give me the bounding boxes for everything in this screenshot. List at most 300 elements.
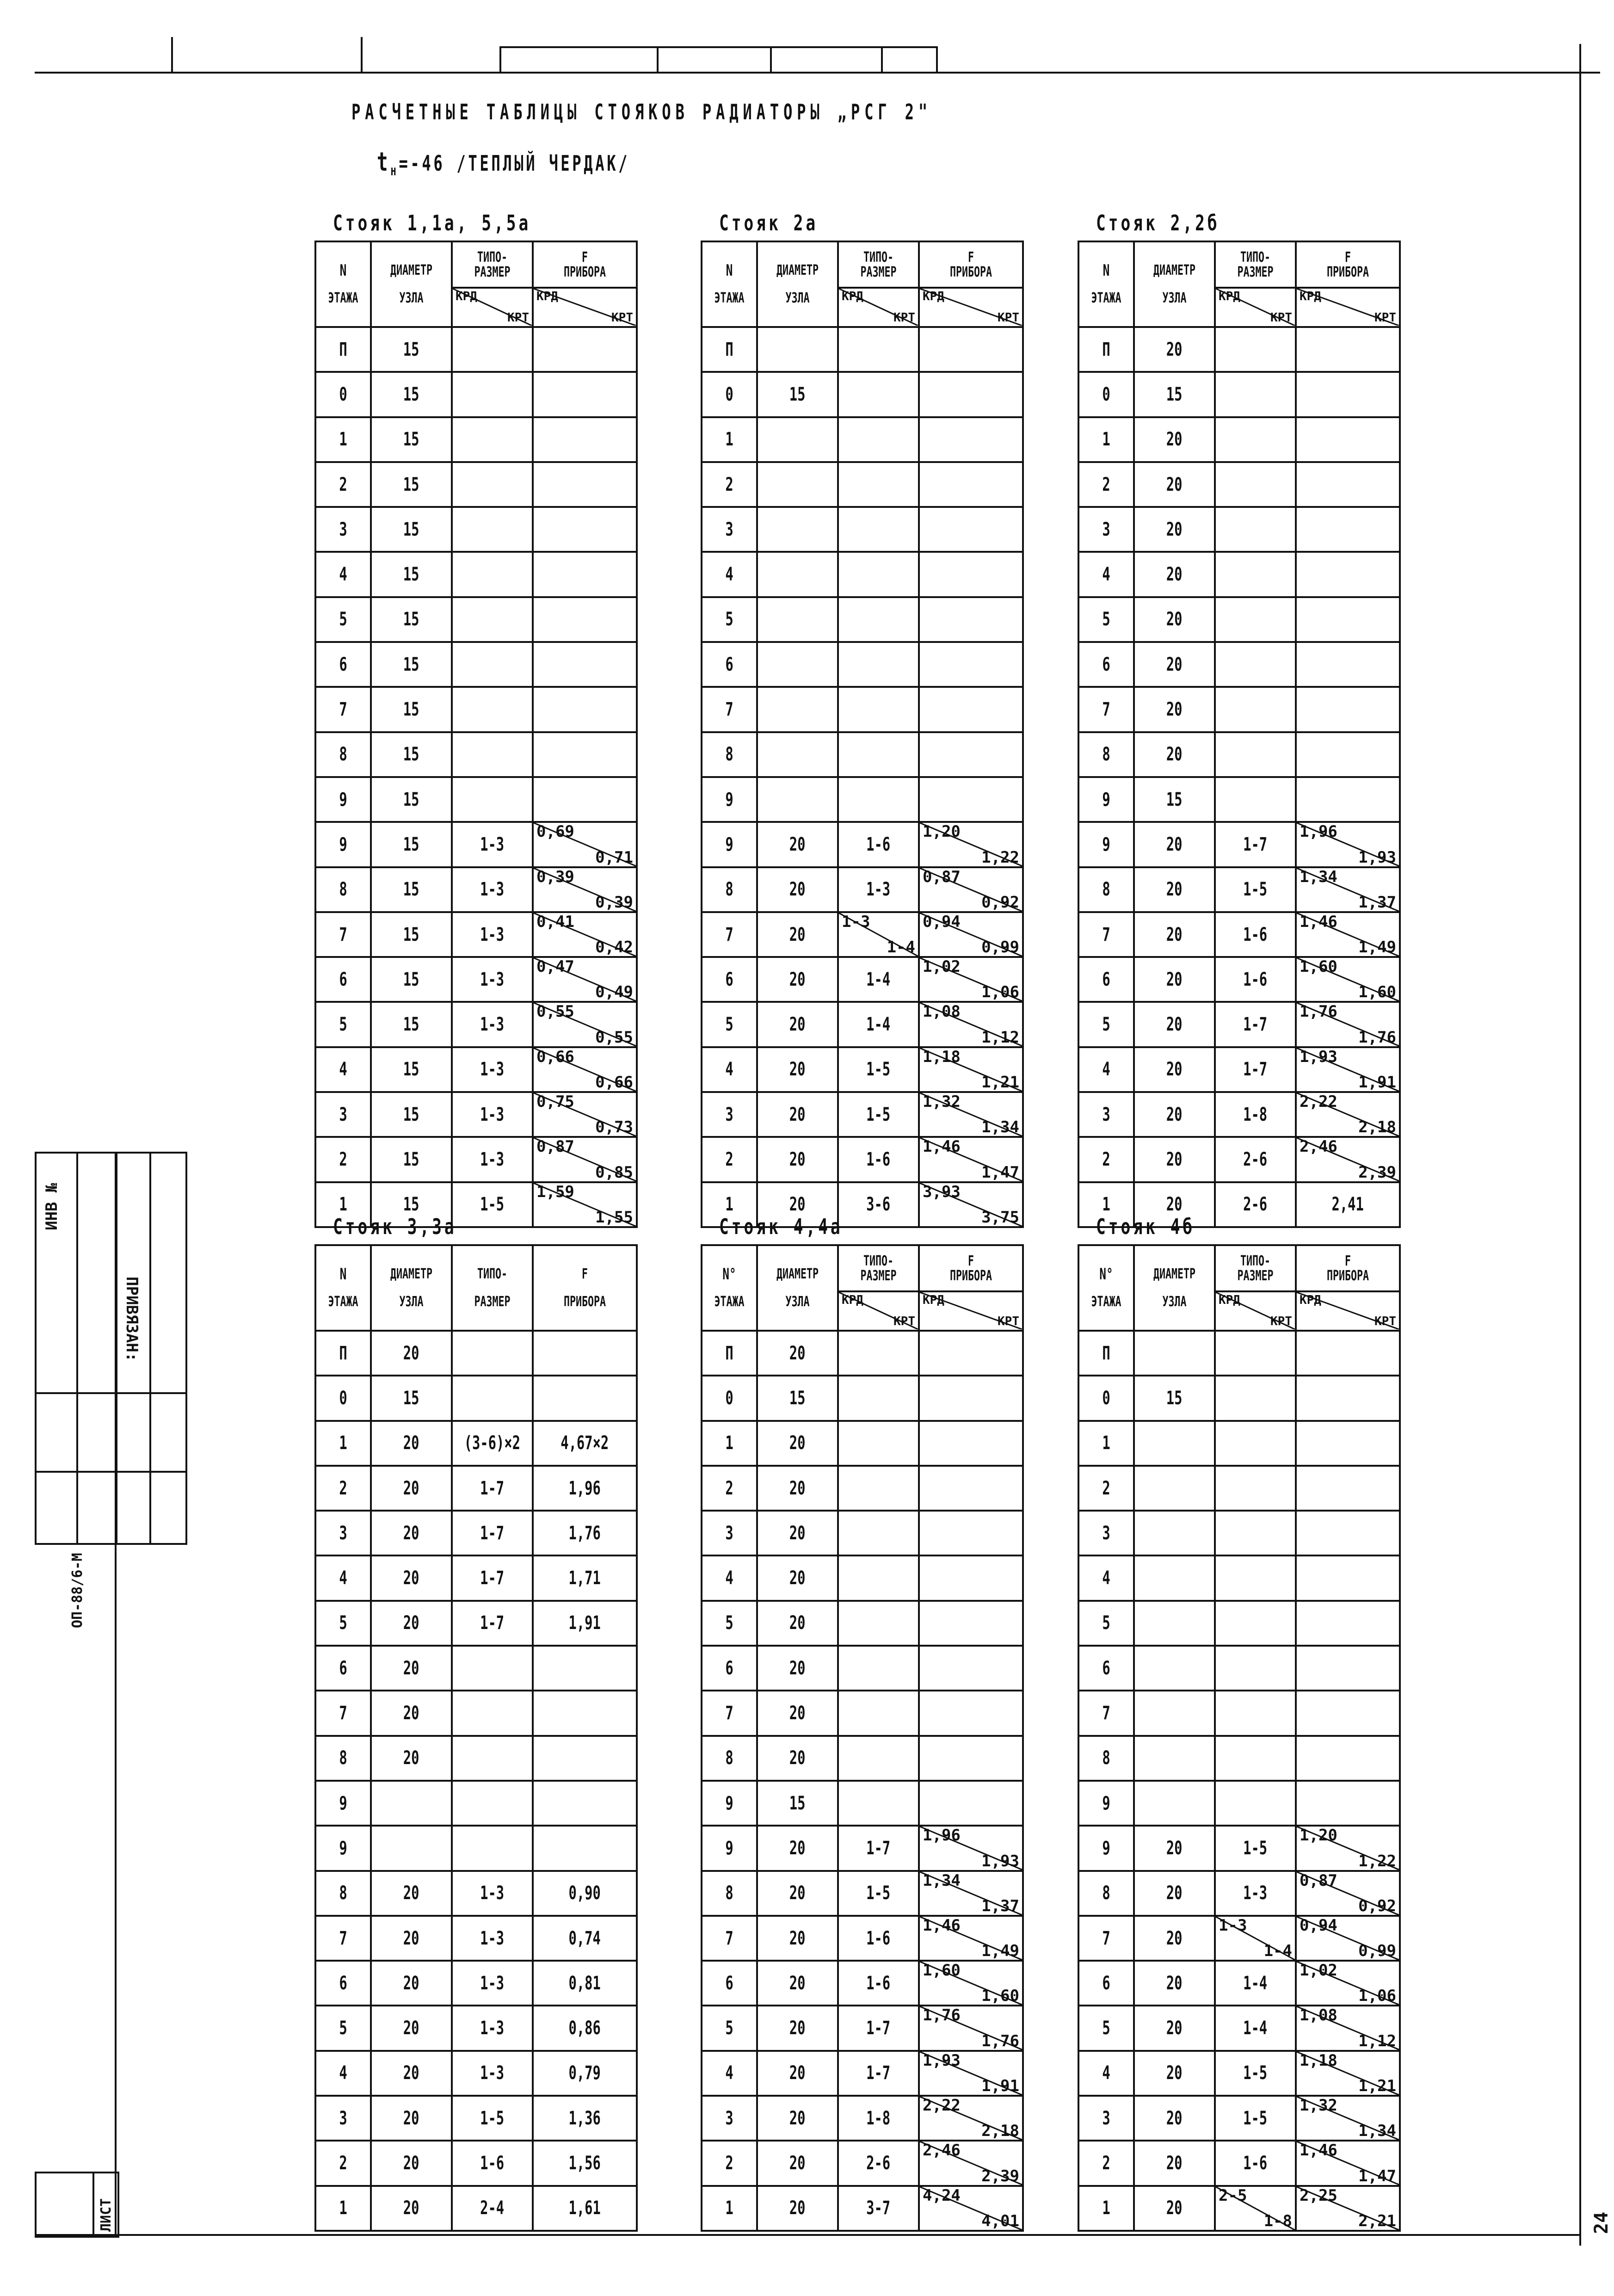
floor-number: 8 <box>339 1882 347 1904</box>
header-type-krd-krt <box>839 289 918 326</box>
table-row <box>315 1466 637 1511</box>
table-row <box>702 1511 1023 1555</box>
diameter-value: 15 <box>403 1387 419 1409</box>
type-lower: 1-4 <box>1263 1942 1292 1961</box>
table-row <box>702 507 1023 552</box>
floor-number: 6 <box>339 654 347 675</box>
f-cell <box>919 912 1023 957</box>
type-value: 1-7 <box>1243 833 1268 855</box>
floor-number: 3 <box>725 518 733 540</box>
f-upper: 1,02 <box>1300 1961 1337 1980</box>
table-row <box>315 1961 637 2006</box>
floor-number: 3 <box>725 1104 733 1125</box>
floor-cell <box>315 1826 371 1870</box>
type-cell <box>838 1376 919 1420</box>
type-cell <box>1215 642 1296 687</box>
header-floor-label: ЭТАЖА <box>328 290 358 306</box>
table-row <box>702 1047 1023 1092</box>
table-row <box>702 1002 1023 1047</box>
type-value: 1-7 <box>866 2062 891 2084</box>
f-cell <box>533 1331 637 1376</box>
floor-number: 0 <box>339 1387 347 1409</box>
table-row <box>1078 2051 1400 2096</box>
floor-number: 9 <box>1102 1837 1110 1859</box>
f-lower: 3,75 <box>981 1208 1019 1227</box>
floor-cell <box>702 507 757 552</box>
table-row <box>702 957 1023 1002</box>
diameter-value: 20 <box>1166 833 1183 855</box>
f-cell <box>533 912 637 957</box>
type-cell <box>1215 687 1296 732</box>
header-f-title-bottom: ПРИБОРА <box>949 1267 992 1284</box>
header-f-hdr-upper: КРД <box>923 1293 944 1307</box>
diameter-cell <box>371 327 452 372</box>
diameter-value: 15 <box>403 654 419 675</box>
floor-cell <box>1078 1601 1134 1646</box>
floor-cell <box>315 552 371 597</box>
diameter-cell <box>757 1137 838 1182</box>
f-lower: 0,92 <box>981 893 1019 912</box>
frame-bottom-line <box>35 2234 1579 2236</box>
floor-number: 2 <box>725 1148 733 1170</box>
diameter-cell <box>757 417 838 462</box>
diameter-value: 20 <box>1166 2152 1183 2174</box>
diameter-cell <box>757 327 838 372</box>
floor-number: 9 <box>339 1792 347 1814</box>
f-upper: 0,94 <box>923 912 961 931</box>
diameter-value: 20 <box>1166 609 1183 630</box>
f-split <box>1297 1138 1399 1181</box>
floor-cell <box>315 1511 371 1555</box>
diameter-value: 20 <box>403 1657 419 1679</box>
type-value: 1-6 <box>866 1972 891 1994</box>
diameter-cell <box>757 1511 838 1555</box>
f-cell <box>1296 1137 1400 1182</box>
table-row <box>1078 1092 1400 1137</box>
f-cell <box>919 1002 1023 1047</box>
header-f-hdr-lower: КРТ <box>998 1315 1019 1328</box>
type-cell <box>838 642 919 687</box>
f-cell <box>533 1555 637 1600</box>
f-cell <box>919 2141 1023 2185</box>
f-upper: 3,93 <box>923 1182 961 1201</box>
type-cell <box>452 777 533 822</box>
header-type-hdr-lower: КРТ <box>1270 1315 1292 1328</box>
type-value: 1-4 <box>1243 2018 1268 2039</box>
f-upper: 1,93 <box>923 2051 961 2070</box>
diameter-cell <box>1134 1511 1215 1555</box>
type-value: 1-5 <box>866 1882 891 1904</box>
type-value: 1-3 <box>480 1927 505 1949</box>
floor-cell <box>1078 1376 1134 1420</box>
type-cell <box>1215 2051 1296 2096</box>
floor-cell <box>702 552 757 597</box>
floor-cell <box>702 1421 757 1466</box>
table-row <box>702 1421 1023 1466</box>
floor-number: 6 <box>725 1972 733 1994</box>
floor-cell <box>702 1002 757 1047</box>
type-value: 1-3 <box>480 2062 505 2084</box>
f-split <box>1297 1003 1399 1046</box>
floor-cell <box>702 1331 757 1376</box>
f-split <box>1297 1048 1399 1091</box>
floor-number: 0 <box>725 383 733 405</box>
f-cell <box>1296 2006 1400 2050</box>
f-upper: 1,32 <box>1300 2096 1337 2115</box>
header-type-title <box>1216 1247 1295 1292</box>
diameter-value: 20 <box>403 1522 419 1544</box>
header-floor-label: ЭТАЖА <box>714 290 745 306</box>
diameter-cell <box>757 1092 838 1137</box>
type-cell <box>452 372 533 417</box>
diameter-value: 20 <box>403 2107 419 2129</box>
diameter-cell <box>757 2141 838 2185</box>
table-row <box>702 1601 1023 1646</box>
floor-cell <box>1078 1826 1134 1870</box>
table-row <box>315 417 637 462</box>
diameter-cell <box>371 1646 452 1691</box>
diameter-value: 20 <box>789 1703 806 1724</box>
type-cell <box>838 687 919 732</box>
type-cell <box>838 2051 919 2096</box>
type-cell <box>838 2141 919 2185</box>
floor-cell <box>702 2141 757 2185</box>
diameter-cell <box>1134 2141 1215 2185</box>
table-row <box>702 1555 1023 1600</box>
table-row <box>315 777 637 822</box>
f-lower: 1,47 <box>981 1163 1019 1182</box>
type-value: 1-7 <box>480 1477 505 1499</box>
type-cell <box>838 777 919 822</box>
table-row <box>315 2006 637 2050</box>
f-lower: 1,55 <box>595 1208 633 1227</box>
floor-cell <box>315 2141 371 2185</box>
type-value: 1-6 <box>480 2152 505 2174</box>
type-value: 1-3 <box>480 1148 505 1170</box>
f-lower: 0,39 <box>595 893 633 912</box>
f-lower: 1,60 <box>1358 983 1396 1002</box>
table-row <box>1078 687 1400 732</box>
diameter-value: 15 <box>1166 789 1183 810</box>
diameter-cell <box>757 822 838 867</box>
side-approved-label: ПРИВЯЗАН: <box>123 1277 141 1362</box>
diameter-value: 15 <box>403 339 419 360</box>
f-upper: 0,69 <box>536 822 574 841</box>
header-type <box>1215 1245 1296 1331</box>
type-cell <box>452 912 533 957</box>
type-cell <box>838 507 919 552</box>
type-value: 1-7 <box>1243 1059 1268 1080</box>
type-cell <box>838 372 919 417</box>
table-row <box>315 912 637 957</box>
floor-number: 7 <box>1102 1927 1110 1949</box>
floor-number: 2 <box>1102 2152 1110 2174</box>
diameter-cell <box>1134 1555 1215 1600</box>
diameter-cell <box>371 2096 452 2141</box>
floor-number: П <box>339 339 347 360</box>
floor-number: 4 <box>339 1059 347 1080</box>
header-row <box>315 241 637 327</box>
f-upper: 2,22 <box>923 2096 961 2115</box>
floor-cell <box>315 732 371 777</box>
f-split <box>920 868 1022 911</box>
f-cell <box>919 1466 1023 1511</box>
side-line-4 <box>149 1152 151 1545</box>
floor-cell <box>315 2051 371 2096</box>
type-cell <box>1215 1916 1296 1961</box>
floor-number: 8 <box>725 1882 733 1904</box>
f-cell <box>533 2096 637 2141</box>
floor-number: 8 <box>725 744 733 765</box>
f-split <box>1297 958 1399 1001</box>
floor-number: 5 <box>339 1014 347 1036</box>
diameter-cell <box>757 1002 838 1047</box>
diameter-cell <box>1134 327 1215 372</box>
type-value: 1-4 <box>866 1014 891 1036</box>
table-row <box>315 957 637 1002</box>
diameter-cell <box>757 2096 838 2141</box>
f-split <box>920 1183 1022 1226</box>
type-split <box>839 913 918 956</box>
f-cell <box>1296 552 1400 597</box>
diameter-cell <box>1134 732 1215 777</box>
floor-cell <box>702 327 757 372</box>
table-row <box>315 2051 637 2096</box>
f-upper: 1,46 <box>1300 2141 1337 2160</box>
header-f-krd-krt <box>1297 1292 1399 1329</box>
table-row <box>1078 957 1400 1002</box>
f-upper: 0,87 <box>1300 1871 1337 1890</box>
header-floor-label: ЭТАЖА <box>714 1293 745 1310</box>
diameter-cell <box>371 1421 452 1466</box>
type-value: 3-7 <box>866 2197 891 2219</box>
floor-number: 1 <box>725 429 733 451</box>
floor-cell <box>702 1646 757 1691</box>
riser-table-5 <box>1078 1244 1401 2232</box>
header-f-hdr-upper: КРД <box>923 290 944 303</box>
table-row <box>702 2006 1023 2050</box>
f-cell <box>919 642 1023 687</box>
table-row <box>1078 417 1400 462</box>
header-f-bottom: ПРИБОРА <box>563 1293 606 1310</box>
f-upper: 1,46 <box>1300 912 1337 931</box>
f-cell <box>919 2096 1023 2141</box>
table-row <box>1078 1646 1400 1691</box>
table-row <box>702 417 1023 462</box>
diameter-cell <box>757 1961 838 2006</box>
diameter-value: 20 <box>403 2062 419 2084</box>
f-lower: 0,71 <box>595 848 633 867</box>
header-type-hdr-lower: КРТ <box>507 311 529 325</box>
floor-cell <box>315 597 371 642</box>
f-split <box>920 1872 1022 1915</box>
floor-cell <box>702 1826 757 1870</box>
diameter-cell <box>1134 777 1215 822</box>
f-value: 1,91 <box>568 1612 601 1634</box>
header-f-hdr-split <box>534 289 636 326</box>
side-inv-label: ИНВ № <box>43 1183 61 1230</box>
f-cell <box>919 552 1023 597</box>
f-value: 1,61 <box>568 2197 601 2219</box>
diameter-cell <box>757 1555 838 1600</box>
header-f-title <box>920 1247 1022 1292</box>
type-value: 3-6 <box>866 1194 891 1216</box>
floor-number: 8 <box>339 1747 347 1769</box>
floor-cell <box>1078 1555 1134 1600</box>
header-diameter-top: ДИАМЕТР <box>776 1265 819 1282</box>
floor-cell <box>702 1961 757 2006</box>
type-cell <box>838 1092 919 1137</box>
table-row <box>315 822 637 867</box>
floor-number: 5 <box>339 609 347 630</box>
f-cell <box>533 1826 637 1870</box>
table-row <box>702 1961 1023 2006</box>
floor-cell <box>1078 552 1134 597</box>
f-split <box>920 913 1022 956</box>
floor-number: П <box>725 1342 733 1364</box>
floor-cell <box>1078 912 1134 957</box>
type-cell <box>452 2051 533 2096</box>
type-cell <box>452 1826 533 1870</box>
header-f-hdr-lower: КРТ <box>1374 311 1396 325</box>
diameter-cell <box>757 597 838 642</box>
diameter-value: 20 <box>789 1972 806 1994</box>
header-f-hdr-lower: КРТ <box>998 311 1019 325</box>
diameter-cell <box>1134 912 1215 957</box>
diameter-cell <box>371 687 452 732</box>
f-split <box>1297 1917 1399 1960</box>
diameter-cell <box>371 1961 452 2006</box>
diameter-value: 15 <box>403 789 419 810</box>
type-value: 2-6 <box>1243 1194 1268 1216</box>
type-cell <box>452 1331 533 1376</box>
f-cell <box>919 2051 1023 2096</box>
table-row <box>702 1331 1023 1376</box>
table-row <box>1078 1511 1400 1555</box>
diameter-cell <box>371 1736 452 1781</box>
floor-cell <box>1078 507 1134 552</box>
floor-cell <box>1078 867 1134 912</box>
f-split <box>1297 1962 1399 2005</box>
subtitle-t: t <box>377 147 391 177</box>
diameter-cell <box>757 777 838 822</box>
f-upper: 1,08 <box>1300 2006 1337 2025</box>
f-lower: 0,73 <box>595 1118 633 1137</box>
f-split <box>920 1138 1022 1181</box>
table-row <box>1078 1601 1400 1646</box>
diameter-cell <box>371 732 452 777</box>
f-cell <box>1296 1736 1400 1781</box>
floor-number: 7 <box>1102 699 1110 721</box>
header-floor <box>1078 1245 1134 1331</box>
top-stamp-div-2 <box>770 46 772 72</box>
floor-cell <box>1078 462 1134 507</box>
floor-number: 5 <box>1102 1014 1110 1036</box>
type-cell <box>838 1511 919 1555</box>
type-cell <box>452 1916 533 1961</box>
f-upper: 1,34 <box>1300 867 1337 886</box>
diameter-value: 20 <box>1166 1837 1183 1859</box>
header-floor <box>702 1245 757 1331</box>
floor-number: 7 <box>339 1927 347 1949</box>
type-cell <box>452 732 533 777</box>
floor-number: 4 <box>725 1568 733 1589</box>
floor-number: 5 <box>339 1612 347 1634</box>
floor-number: 1 <box>339 1194 347 1216</box>
diameter-value: 15 <box>403 1014 419 1036</box>
type-cell <box>452 507 533 552</box>
riser-name-3: Стояк 3,3а <box>333 1214 457 1239</box>
header-row <box>315 1245 637 1331</box>
f-split <box>534 1138 636 1181</box>
floor-cell <box>702 1466 757 1511</box>
f-lower: 1,37 <box>1358 893 1396 912</box>
header-type-hdr-upper: КРД <box>842 290 863 303</box>
f-value: 1,71 <box>568 1568 601 1589</box>
f-upper: 0,94 <box>1300 1916 1337 1935</box>
floor-cell <box>1078 1736 1134 1781</box>
type-value: 1-6 <box>1243 969 1268 990</box>
diameter-cell <box>757 1331 838 1376</box>
type-cell <box>838 1871 919 1916</box>
header-f-hdr-lower: КРТ <box>611 311 633 325</box>
header-type-hdr-split <box>453 289 532 326</box>
floor-number: 5 <box>1102 609 1110 630</box>
header-f <box>533 241 637 327</box>
type-cell <box>838 1646 919 1691</box>
f-upper: 2,22 <box>1300 1092 1337 1111</box>
floor-cell <box>315 1137 371 1182</box>
f-split <box>920 1962 1022 2005</box>
f-split <box>920 2142 1022 2185</box>
diameter-cell <box>757 462 838 507</box>
f-split <box>920 1048 1022 1091</box>
diameter-value: 20 <box>1166 654 1183 675</box>
f-lower: 1,06 <box>981 983 1019 1002</box>
type-cell <box>452 2186 533 2231</box>
diameter-value: 20 <box>789 2107 806 2129</box>
type-cell <box>1215 2186 1296 2231</box>
diameter-value: 20 <box>789 1059 806 1080</box>
floor-number: 9 <box>725 1837 733 1859</box>
f-cell <box>919 507 1023 552</box>
f-cell <box>1296 327 1400 372</box>
floor-number: 2 <box>1102 1477 1110 1499</box>
table-row <box>702 822 1023 867</box>
table-row <box>702 1871 1023 1916</box>
table-row <box>315 1736 637 1781</box>
f-cell <box>1296 1871 1400 1916</box>
type-cell <box>838 1826 919 1870</box>
floor-number: 5 <box>725 1014 733 1036</box>
f-upper: 1,46 <box>923 1137 961 1156</box>
floor-number: 2 <box>725 474 733 495</box>
floor-number: 2 <box>1102 1148 1110 1170</box>
diameter-value: 20 <box>403 1747 419 1769</box>
diameter-value: 20 <box>789 879 806 901</box>
f-cell <box>1296 1961 1400 2006</box>
f-split <box>534 958 636 1001</box>
floor-number: 9 <box>725 789 733 810</box>
header-f-hdr-split <box>1297 289 1399 326</box>
floor-number: 4 <box>339 1568 347 1589</box>
floor-number: П <box>1102 1342 1110 1364</box>
type-cell <box>838 1466 919 1511</box>
table-row <box>1078 2006 1400 2050</box>
diameter-value: 20 <box>1166 2197 1183 2219</box>
f-cell <box>533 507 637 552</box>
floor-cell <box>1078 1916 1134 1961</box>
